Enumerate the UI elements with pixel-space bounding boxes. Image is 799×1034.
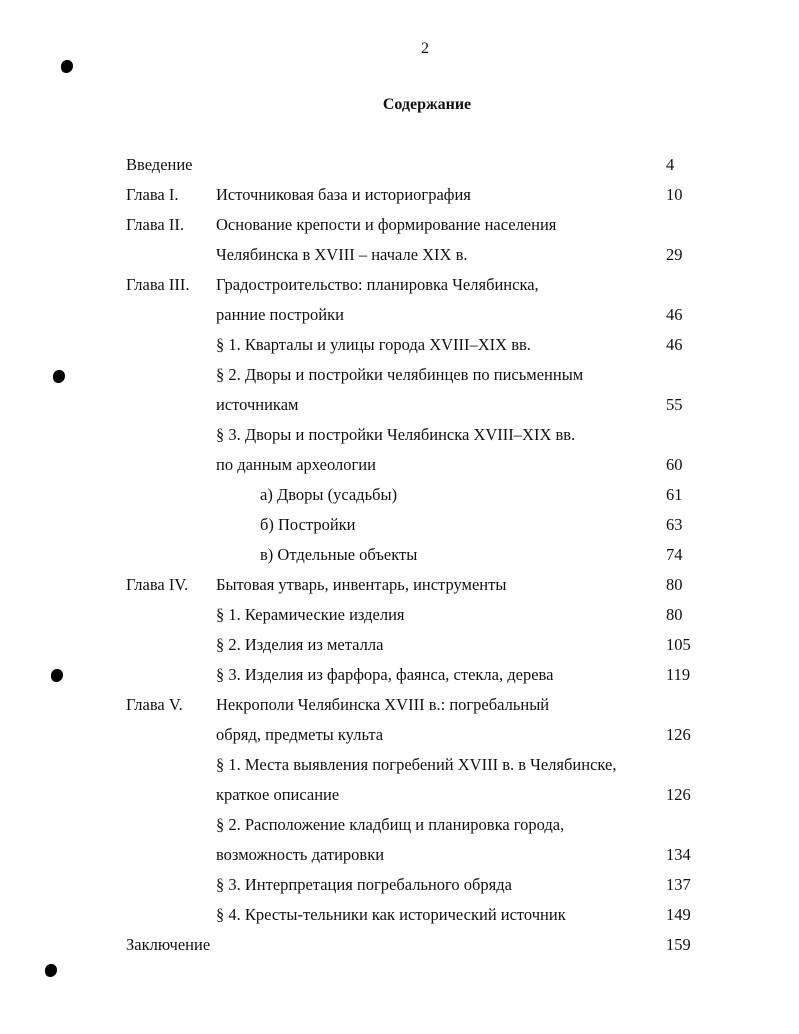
toc-page: 105 <box>666 635 691 654</box>
toc-page: 159 <box>666 935 691 954</box>
toc-entry <box>0 335 799 365</box>
toc-text: § 3. Изделия из фарфора, фаянса, стекла, дерева <box>216 665 554 684</box>
toc-text: а) Дворы (усадьбы) <box>260 485 398 504</box>
toc-text: § 1. Керамические изделия <box>216 605 405 624</box>
toc-entry <box>0 845 799 875</box>
toc-entry <box>0 935 799 965</box>
toc-text: Бытовая утварь, инвентарь, инструменты <box>216 575 507 594</box>
toc-entry <box>0 395 799 425</box>
toc-entry <box>0 755 799 785</box>
toc-entry <box>0 605 799 635</box>
toc-text: Некрополи Челябинска XVIII в.: погребальный <box>216 695 550 714</box>
toc-text: § 3. Дворы и постройки Челябинска XVIII–XIX вв. <box>216 425 576 444</box>
toc-text: Челябинска в XVIII – начале XIX в. <box>216 245 468 264</box>
toc-page: 60 <box>666 455 683 474</box>
toc-entry <box>0 455 799 485</box>
toc-entry <box>0 665 799 695</box>
toc-text: § 4. Кресты-тельники как исторический источник <box>216 905 566 924</box>
toc-entry <box>0 545 799 575</box>
toc-entry <box>0 425 799 455</box>
toc-page: 4 <box>666 155 675 174</box>
toc-entry <box>0 515 799 545</box>
toc-entry <box>0 305 799 335</box>
toc-page: 55 <box>666 395 683 414</box>
toc-text: обряд, предметы культа <box>216 725 384 744</box>
toc-text: возможность датировки <box>216 845 385 864</box>
toc-page: 46 <box>666 335 683 354</box>
toc-page: 137 <box>666 875 691 894</box>
toc-text: § 3. Интерпретация погребального обряда <box>216 875 512 894</box>
page-title: Содержание <box>382 96 472 113</box>
toc-page: 80 <box>666 605 683 624</box>
toc-entry <box>0 155 799 185</box>
scan-blot-icon <box>61 60 73 73</box>
toc-page: 119 <box>666 665 691 684</box>
toc-page: 29 <box>666 245 683 264</box>
toc-text: § 2. Расположение кладбищ и планировка города, <box>216 815 565 834</box>
toc-text: Источниковая база и историография <box>216 185 471 204</box>
toc-entry <box>0 365 799 395</box>
toc-entry <box>0 635 799 665</box>
toc-text: краткое описание <box>216 785 340 804</box>
toc-label: Глава II. <box>126 215 184 234</box>
toc-entry <box>0 725 799 755</box>
toc-text: Градостроительство: планировка Челябинска, <box>216 275 539 294</box>
page-number: 2 <box>421 40 429 57</box>
toc-entry <box>0 215 799 245</box>
toc-entry <box>0 275 799 305</box>
toc-entry <box>0 575 799 605</box>
toc-label: Глава IV. <box>126 575 189 594</box>
toc-entry <box>0 695 799 725</box>
toc-page: 61 <box>666 485 683 504</box>
toc-label: Глава V. <box>126 695 183 714</box>
toc-entry <box>0 485 799 515</box>
toc-page: 80 <box>666 575 683 594</box>
toc-text: § 1. Кварталы и улицы города XVIII–XIX вв. <box>216 335 531 354</box>
toc-entry <box>0 905 799 935</box>
toc-page: 126 <box>666 725 691 744</box>
toc-label: Введение <box>126 155 193 174</box>
toc-text: § 2. Изделия из металла <box>216 635 384 654</box>
toc-label: Заключение <box>126 935 211 954</box>
toc-page: 63 <box>666 515 683 534</box>
toc-page: 134 <box>666 845 691 864</box>
toc-text: по данным археологии <box>216 455 376 474</box>
toc-entry <box>0 875 799 905</box>
toc-entry <box>0 245 799 275</box>
toc-page: 10 <box>666 185 683 204</box>
toc-page: 126 <box>666 785 691 804</box>
toc-text: источникам <box>216 395 299 414</box>
toc-text: § 1. Места выявления погребений XVIII в. в Челябинске, <box>216 755 617 774</box>
toc-page: 74 <box>666 545 683 564</box>
toc-text: б) Постройки <box>260 515 356 534</box>
toc-label: Глава III. <box>126 275 190 294</box>
toc-page: 149 <box>666 905 691 924</box>
scan-blot-icon <box>45 964 57 977</box>
toc-text: Основание крепости и формирование населения <box>216 215 557 234</box>
toc-text: в) Отдельные объекты <box>260 545 418 564</box>
toc-entry <box>0 185 799 215</box>
toc-page: 46 <box>666 305 683 324</box>
toc-text: § 2. Дворы и постройки челябинцев по письменным <box>216 365 584 384</box>
toc-label: Глава I. <box>126 185 179 204</box>
toc-entry <box>0 785 799 815</box>
toc-text: ранние постройки <box>216 305 344 324</box>
toc-entry <box>0 815 799 845</box>
